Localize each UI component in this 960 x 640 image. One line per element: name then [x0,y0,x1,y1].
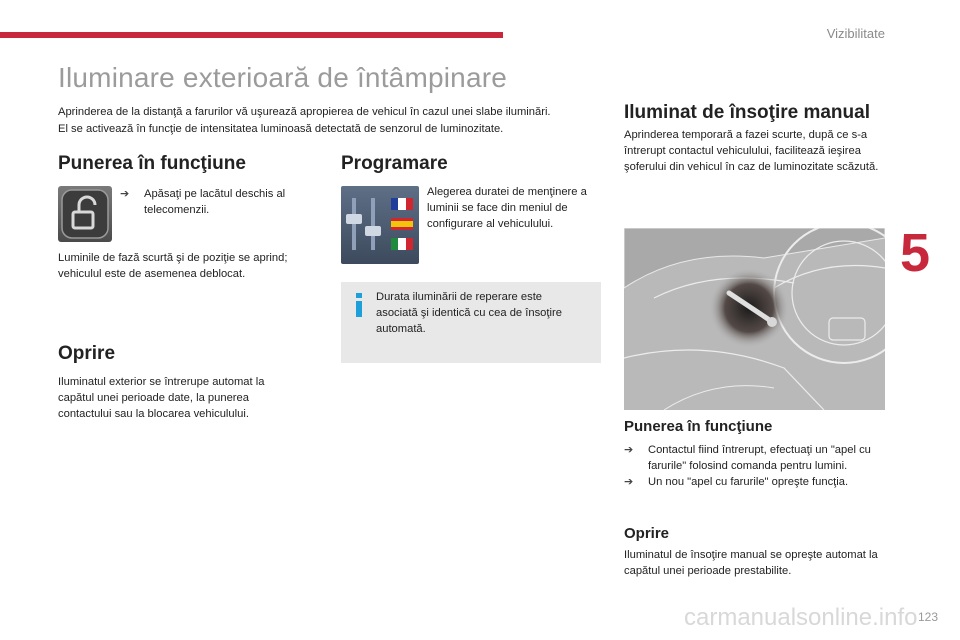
manual-bullet-1-text: Contactul fiind întrerupt, efectuaţi un "apel cu farurile" folosind comanda pentru lumini. [648,444,871,472]
manual-stop-heading: Oprire [624,525,670,542]
activation-bullet [120,186,320,218]
manual-bullet-1 [624,442,888,474]
stop-heading: Oprire [58,343,116,364]
intro-line-2: El se activează în funcţie de intensitatea luminoasă detectată de senzorul de luminozitate. [58,123,504,135]
open-padlock-icon [58,186,112,242]
dashboard-light-stalk-illustration [624,228,885,410]
programming-text: Alegerea duratei de menţinere a luminii se face din meniul de configurare al vehiculului. [427,186,587,230]
activation-heading: Punerea în funcţiune [58,153,246,174]
programming-heading: Programare [341,153,448,174]
intro-line-1: Aprinderea de la distanţă a farurilor vă uşurează apropierea de vehicul în cazul unei slabe iluminări. [58,106,551,118]
page-title: Iluminare exterioară de întâmpinare [58,62,508,93]
arrow-bullet-icon: ➔ [624,476,634,488]
page-number: 123 [917,610,938,624]
stop-text: Iluminatul exterior se întrerupe automat la capătul unei perioade date, la punerea contactului sau la blocarea vehiculului. [58,376,265,420]
activation-text: Luminile de fază scurtă şi de poziţie se aprind; vehiculul este de asemenea deblocat. [58,252,288,280]
info-text: Durata iluminării de reperare este asociată şi identică cu cea de însoţire automată. [376,291,562,335]
arrow-bullet-icon: ➔ [624,444,634,456]
header-accent-bar [0,32,503,38]
chapter-number: 5 [900,223,931,283]
manual-activation-heading: Punerea în funcţiune [624,418,773,435]
watermark-text: carmanualsonline.info [684,604,918,631]
arrow-bullet-icon: ➔ [120,188,130,200]
manual-stop-text: Iluminatul de însoţire manual se opreşte automat la capătul unei perioade prestabilite. [624,549,878,577]
info-icon [351,292,367,318]
manual-text: Aprinderea temporară a fazei scurte, după ce s-a întrerupt contactul vehiculului, facilitează ieşirea şoferului din vehicul în caz de luminozitate scăzută. [624,129,879,173]
manual-bullet-2 [624,474,888,490]
settings-sliders-flags-icon [341,186,419,264]
info-box [341,282,601,363]
activation-bullet-text: Apăsaţi pe lacătul deschis al telecomenzii. [144,188,286,216]
intro-paragraph [58,104,618,138]
section-label: Vizibilitate [826,26,885,41]
manual-bullet-2-text: Un nou "apel cu farurile" opreşte funcţia. [648,476,849,488]
manual-heading: Iluminat de însoţire manual [624,102,870,123]
